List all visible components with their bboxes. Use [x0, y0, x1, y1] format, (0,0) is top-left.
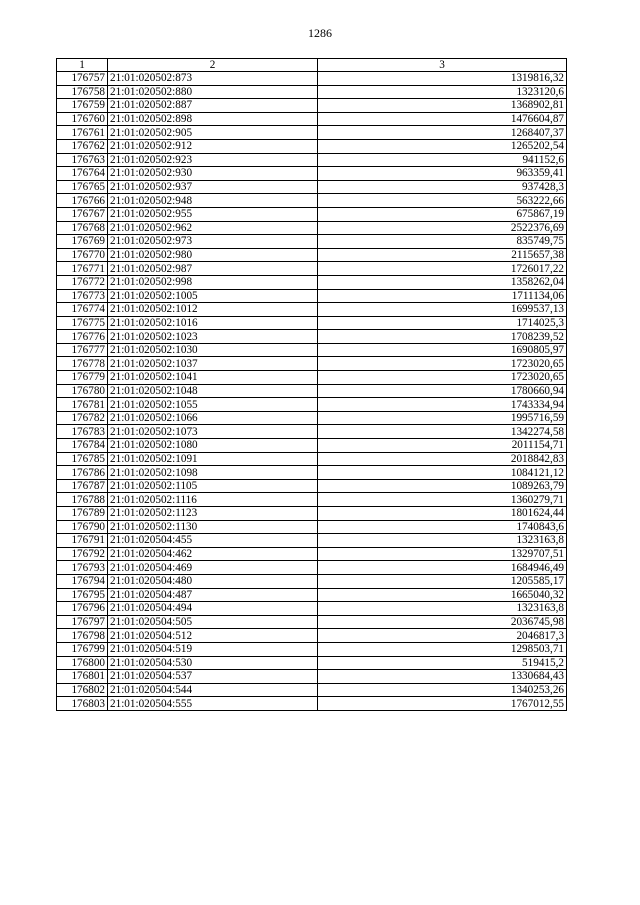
- cadastral-number-cell: 21:01:020504:469: [108, 561, 318, 575]
- table-row: [57, 248, 567, 262]
- row-number-cell: 176787: [57, 479, 108, 493]
- table-row: [57, 615, 567, 629]
- table-row: [57, 289, 567, 303]
- table-row: [57, 330, 567, 344]
- table-row: [57, 493, 567, 507]
- table-row: [57, 642, 567, 656]
- table-row: [57, 439, 567, 453]
- row-number-cell: 176770: [57, 248, 108, 262]
- table-row: [57, 629, 567, 643]
- row-number-cell: 176758: [57, 85, 108, 99]
- cadastral-number-cell: 21:01:020502:962: [108, 221, 318, 235]
- cadastral-number-cell: 21:01:020504:537: [108, 670, 318, 684]
- cadastral-value-cell: 1089263,79: [318, 479, 567, 493]
- cadastral-number-cell: 21:01:020502:980: [108, 248, 318, 262]
- row-number-cell: 176778: [57, 357, 108, 371]
- table-row: [57, 561, 567, 575]
- cadastral-value-table: [56, 58, 567, 711]
- row-number-cell: 176760: [57, 112, 108, 126]
- table-row: [57, 167, 567, 181]
- cadastral-value-cell: 2115657,38: [318, 248, 567, 262]
- cadastral-number-cell: 21:01:020502:930: [108, 167, 318, 181]
- table-row: [57, 411, 567, 425]
- cadastral-number-cell: 21:01:020502:905: [108, 126, 318, 140]
- cadastral-number-cell: 21:01:020502:912: [108, 139, 318, 153]
- cadastral-value-cell: 563222,66: [318, 194, 567, 208]
- table-row: [57, 602, 567, 616]
- row-number-cell: 176791: [57, 534, 108, 548]
- table-row: [57, 357, 567, 371]
- row-number-cell: 176759: [57, 99, 108, 113]
- row-number-cell: 176769: [57, 235, 108, 249]
- cadastral-value-cell: 1714025,3: [318, 316, 567, 330]
- table-row: [57, 683, 567, 697]
- table-row: [57, 275, 567, 289]
- cadastral-value-cell: 1767012,55: [318, 697, 567, 711]
- cadastral-number-cell: 21:01:020502:873: [108, 72, 318, 86]
- row-number-cell: 176792: [57, 547, 108, 561]
- table-row: [57, 656, 567, 670]
- table-row: [57, 126, 567, 140]
- cadastral-value-cell: 963359,41: [318, 167, 567, 181]
- row-number-cell: 176789: [57, 507, 108, 521]
- table-row: [57, 534, 567, 548]
- cadastral-number-cell: 21:01:020504:505: [108, 615, 318, 629]
- cadastral-value-cell: 1268407,37: [318, 126, 567, 140]
- cadastral-number-cell: 21:01:020502:1073: [108, 425, 318, 439]
- row-number-cell: 176802: [57, 683, 108, 697]
- table-row: [57, 588, 567, 602]
- row-number-cell: 176779: [57, 371, 108, 385]
- row-number-cell: 176773: [57, 289, 108, 303]
- cadastral-number-cell: 21:01:020502:1023: [108, 330, 318, 344]
- row-number-cell: 176781: [57, 398, 108, 412]
- table-row: [57, 180, 567, 194]
- table-row: [57, 574, 567, 588]
- cadastral-value-cell: 1995716,59: [318, 411, 567, 425]
- row-number-cell: 176780: [57, 384, 108, 398]
- cadastral-value-cell: 1723020,65: [318, 371, 567, 385]
- cadastral-value-cell: 1265202,54: [318, 139, 567, 153]
- table-row: [57, 262, 567, 276]
- cadastral-number-cell: 21:01:020502:1066: [108, 411, 318, 425]
- table-row: [57, 479, 567, 493]
- row-number-cell: 176768: [57, 221, 108, 235]
- row-number-cell: 176761: [57, 126, 108, 140]
- row-number-cell: 176767: [57, 207, 108, 221]
- table-row: [57, 466, 567, 480]
- column-header-3: 3: [318, 59, 567, 72]
- cadastral-value-cell: 1205585,17: [318, 574, 567, 588]
- row-number-cell: 176776: [57, 330, 108, 344]
- cadastral-value-cell: 1319816,32: [318, 72, 567, 86]
- cadastral-number-cell: 21:01:020502:1130: [108, 520, 318, 534]
- cadastral-value-cell: 937428,3: [318, 180, 567, 194]
- cadastral-value-cell: 2046817,3: [318, 629, 567, 643]
- cadastral-number-cell: 21:01:020502:1055: [108, 398, 318, 412]
- table-row: [57, 384, 567, 398]
- row-number-cell: 176762: [57, 139, 108, 153]
- cadastral-value-cell: 1329707,51: [318, 547, 567, 561]
- table-row: [57, 452, 567, 466]
- cadastral-number-cell: 21:01:020502:948: [108, 194, 318, 208]
- cadastral-value-cell: 1780660,94: [318, 384, 567, 398]
- row-number-cell: 176782: [57, 411, 108, 425]
- cadastral-value-cell: 1340253,26: [318, 683, 567, 697]
- cadastral-value-cell: 1323163,8: [318, 602, 567, 616]
- cadastral-value-cell: 1708239,52: [318, 330, 567, 344]
- cadastral-number-cell: 21:01:020502:923: [108, 153, 318, 167]
- cadastral-number-cell: 21:01:020502:1030: [108, 343, 318, 357]
- row-number-cell: 176795: [57, 588, 108, 602]
- cadastral-value-cell: 1711134,06: [318, 289, 567, 303]
- cadastral-value-cell: 1330684,43: [318, 670, 567, 684]
- cadastral-number-cell: 21:01:020502:1012: [108, 303, 318, 317]
- cadastral-value-cell: 2018842,83: [318, 452, 567, 466]
- cadastral-value-cell: 835749,75: [318, 235, 567, 249]
- cadastral-value-cell: 1684946,49: [318, 561, 567, 575]
- cadastral-value-cell: 1323120,6: [318, 85, 567, 99]
- row-number-cell: 176774: [57, 303, 108, 317]
- cadastral-value-cell: 1665040,32: [318, 588, 567, 602]
- table-body: [57, 72, 567, 711]
- row-number-cell: 176772: [57, 275, 108, 289]
- cadastral-number-cell: 21:01:020504:530: [108, 656, 318, 670]
- cadastral-value-cell: 1358262,04: [318, 275, 567, 289]
- row-number-cell: 176799: [57, 642, 108, 656]
- column-header-1: 1: [57, 59, 108, 72]
- cadastral-value-cell: 1342274,58: [318, 425, 567, 439]
- table-row: [57, 316, 567, 330]
- table-row: [57, 194, 567, 208]
- row-number-cell: 176798: [57, 629, 108, 643]
- cadastral-value-cell: 1801624,44: [318, 507, 567, 521]
- table-row: [57, 303, 567, 317]
- row-number-cell: 176766: [57, 194, 108, 208]
- row-number-cell: 176763: [57, 153, 108, 167]
- cadastral-number-cell: 21:01:020504:494: [108, 602, 318, 616]
- row-number-cell: 176775: [57, 316, 108, 330]
- table-row: [57, 207, 567, 221]
- cadastral-value-cell: 1323163,8: [318, 534, 567, 548]
- cadastral-value-cell: 1726017,22: [318, 262, 567, 276]
- row-number-cell: 176764: [57, 167, 108, 181]
- row-number-cell: 176757: [57, 72, 108, 86]
- row-number-cell: 176771: [57, 262, 108, 276]
- cadastral-value-cell: 2011154,71: [318, 439, 567, 453]
- cadastral-value-cell: 1084121,12: [318, 466, 567, 480]
- cadastral-number-cell: 21:01:020502:1098: [108, 466, 318, 480]
- cadastral-number-cell: 21:01:020502:937: [108, 180, 318, 194]
- cadastral-number-cell: 21:01:020504:555: [108, 697, 318, 711]
- cadastral-number-cell: 21:01:020504:512: [108, 629, 318, 643]
- cadastral-number-cell: 21:01:020502:1080: [108, 439, 318, 453]
- row-number-cell: 176794: [57, 574, 108, 588]
- cadastral-number-cell: 21:01:020502:887: [108, 99, 318, 113]
- cadastral-number-cell: 21:01:020502:880: [108, 85, 318, 99]
- cadastral-number-cell: 21:01:020502:1116: [108, 493, 318, 507]
- table-row: [57, 343, 567, 357]
- table-row: [57, 139, 567, 153]
- cadastral-number-cell: 21:01:020504:455: [108, 534, 318, 548]
- table-row: [57, 507, 567, 521]
- row-number-cell: 176786: [57, 466, 108, 480]
- cadastral-number-cell: 21:01:020504:544: [108, 683, 318, 697]
- table-row: [57, 153, 567, 167]
- cadastral-number-cell: 21:01:020504:462: [108, 547, 318, 561]
- cadastral-number-cell: 21:01:020502:1105: [108, 479, 318, 493]
- table-row: [57, 85, 567, 99]
- table-row: [57, 72, 567, 86]
- row-number-cell: 176796: [57, 602, 108, 616]
- table-row: [57, 221, 567, 235]
- row-number-cell: 176777: [57, 343, 108, 357]
- row-number-cell: 176788: [57, 493, 108, 507]
- cadastral-value-cell: 941152,6: [318, 153, 567, 167]
- cadastral-number-cell: 21:01:020504:519: [108, 642, 318, 656]
- cadastral-value-cell: 1360279,71: [318, 493, 567, 507]
- cadastral-number-cell: 21:01:020502:1048: [108, 384, 318, 398]
- cadastral-number-cell: 21:01:020502:1016: [108, 316, 318, 330]
- row-number-cell: 176801: [57, 670, 108, 684]
- row-number-cell: 176797: [57, 615, 108, 629]
- cadastral-number-cell: 21:01:020502:998: [108, 275, 318, 289]
- cadastral-value-cell: 1690805,97: [318, 343, 567, 357]
- row-number-cell: 176785: [57, 452, 108, 466]
- table-row: [57, 697, 567, 711]
- page-number: 1286: [308, 26, 332, 40]
- row-number-cell: 176783: [57, 425, 108, 439]
- cadastral-number-cell: 21:01:020504:487: [108, 588, 318, 602]
- row-number-cell: 176790: [57, 520, 108, 534]
- row-number-cell: 176800: [57, 656, 108, 670]
- row-number-cell: 176803: [57, 697, 108, 711]
- cadastral-value-cell: 519415,2: [318, 656, 567, 670]
- cadastral-value-cell: 1743334,94: [318, 398, 567, 412]
- row-number-cell: 176784: [57, 439, 108, 453]
- cadastral-number-cell: 21:01:020502:898: [108, 112, 318, 126]
- cadastral-value-cell: 675867,19: [318, 207, 567, 221]
- row-number-cell: 176765: [57, 180, 108, 194]
- table-row: [57, 99, 567, 113]
- table-row: [57, 670, 567, 684]
- table-row: [57, 112, 567, 126]
- table-header-row: [57, 59, 567, 72]
- cadastral-number-cell: 21:01:020502:1041: [108, 371, 318, 385]
- cadastral-value-cell: 1723020,65: [318, 357, 567, 371]
- cadastral-number-cell: 21:01:020502:1123: [108, 507, 318, 521]
- cadastral-value-cell: 2036745,98: [318, 615, 567, 629]
- cadastral-number-cell: 21:01:020502:1005: [108, 289, 318, 303]
- cadastral-number-cell: 21:01:020502:955: [108, 207, 318, 221]
- table-row: [57, 520, 567, 534]
- table-row: [57, 425, 567, 439]
- cadastral-value-cell: 2522376,69: [318, 221, 567, 235]
- row-number-cell: 176793: [57, 561, 108, 575]
- column-header-2: 2: [108, 59, 318, 72]
- cadastral-value-cell: 1368902,81: [318, 99, 567, 113]
- table-row: [57, 547, 567, 561]
- cadastral-number-cell: 21:01:020504:480: [108, 574, 318, 588]
- table-row: [57, 235, 567, 249]
- cadastral-number-cell: 21:01:020502:973: [108, 235, 318, 249]
- cadastral-value-cell: 1298503,71: [318, 642, 567, 656]
- cadastral-value-cell: 1740843,6: [318, 520, 567, 534]
- table-row: [57, 398, 567, 412]
- cadastral-number-cell: 21:01:020502:1037: [108, 357, 318, 371]
- table-row: [57, 371, 567, 385]
- cadastral-value-cell: 1476604,87: [318, 112, 567, 126]
- cadastral-number-cell: 21:01:020502:987: [108, 262, 318, 276]
- cadastral-value-cell: 1699537,13: [318, 303, 567, 317]
- cadastral-number-cell: 21:01:020502:1091: [108, 452, 318, 466]
